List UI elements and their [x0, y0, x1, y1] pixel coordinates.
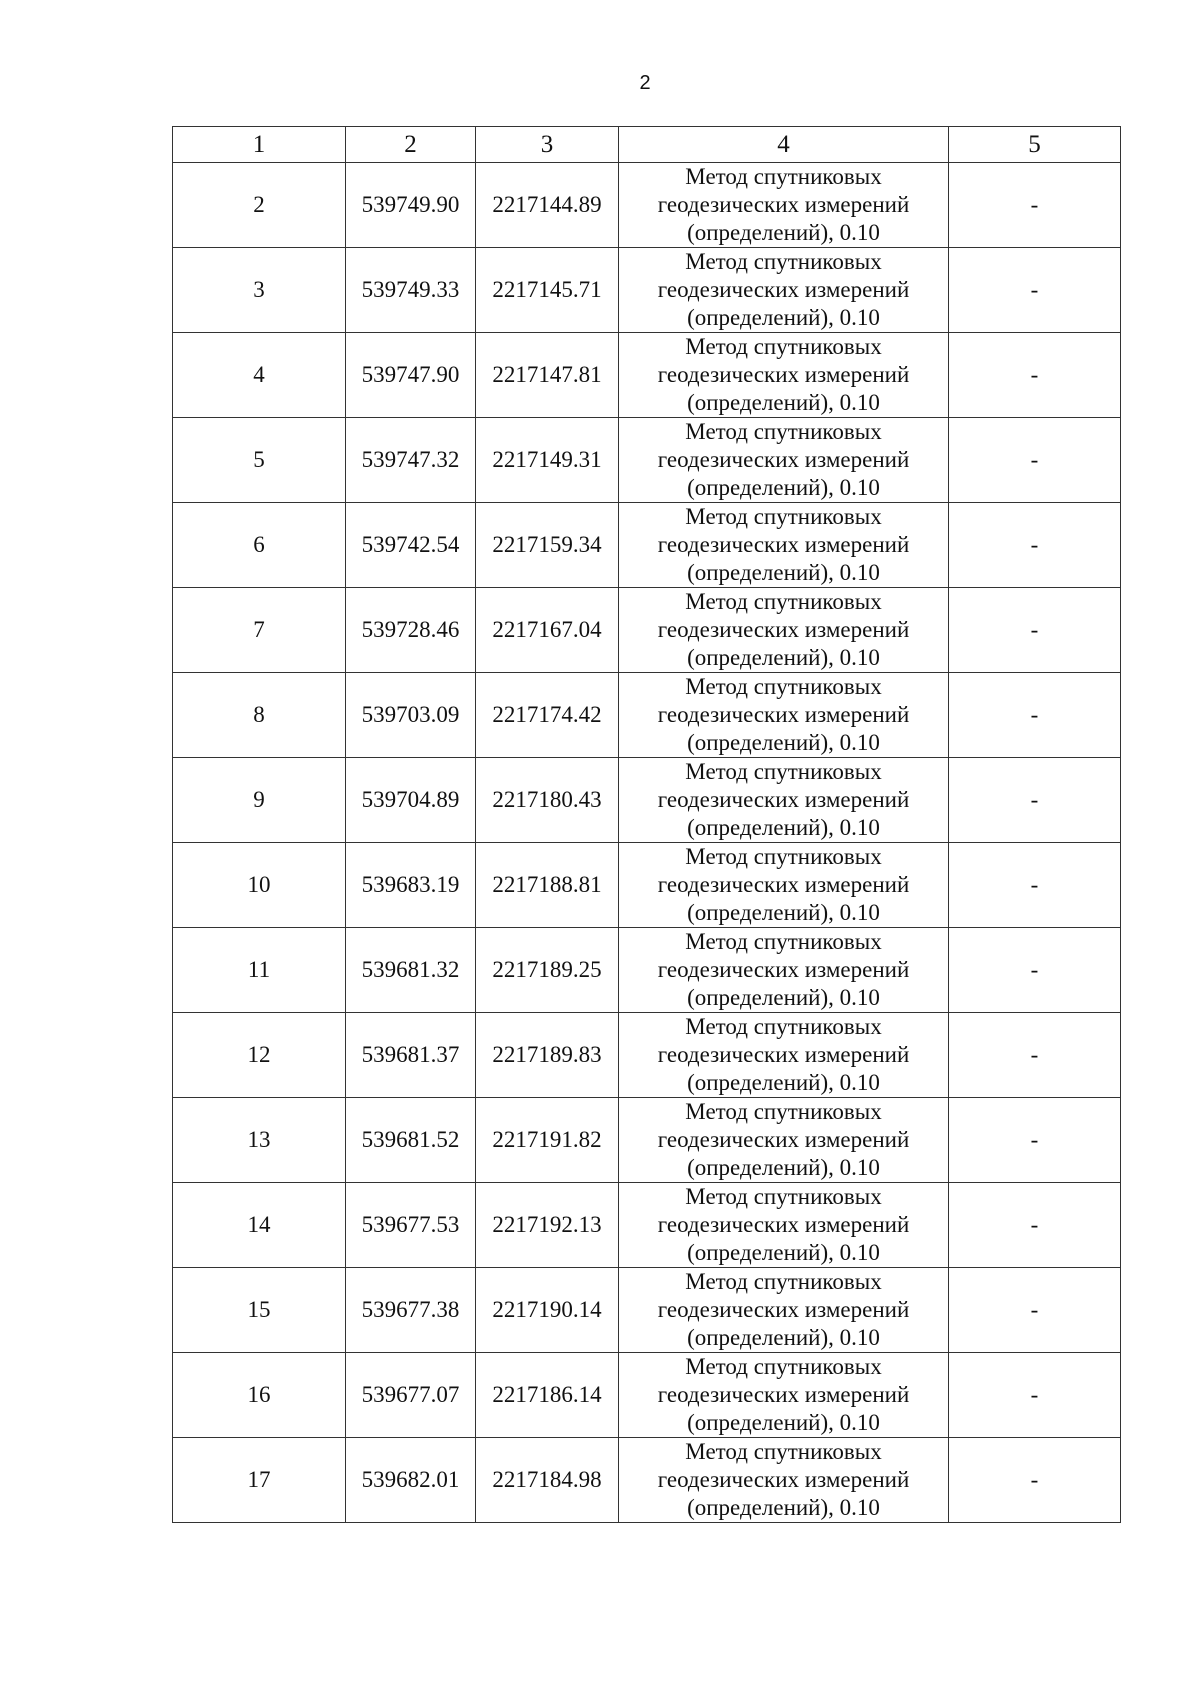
method-line: геодезических измерений — [657, 1042, 910, 1067]
method-line: (определений), 0.10 — [687, 985, 880, 1010]
method-cell — [619, 1183, 949, 1268]
method-line: (определений), 0.10 — [687, 305, 880, 330]
method-line: (определений), 0.10 — [687, 390, 880, 415]
x-coordinate-cell: 539747.32 — [346, 418, 476, 503]
method-line: Метод спутниковых — [685, 1099, 882, 1124]
point-number-cell: 17 — [173, 1438, 346, 1523]
method-cell — [619, 588, 949, 673]
x-coordinate-cell: 539677.07 — [346, 1353, 476, 1438]
y-coordinate-cell: 2217167.04 — [476, 588, 619, 673]
point-number-cell: 13 — [173, 1098, 346, 1183]
x-coordinate-cell: 539677.53 — [346, 1183, 476, 1268]
method-cell — [619, 248, 949, 333]
y-coordinate-cell: 2217159.34 — [476, 503, 619, 588]
page-number: 2 — [639, 72, 651, 94]
table-header — [173, 127, 1121, 163]
note-cell: - — [949, 673, 1121, 758]
method-line: Метод спутниковых — [685, 1354, 882, 1379]
point-number-cell: 11 — [173, 928, 346, 1013]
note-cell: - — [949, 1013, 1121, 1098]
x-coordinate-cell: 539683.19 — [346, 843, 476, 928]
note-cell: - — [949, 1098, 1121, 1183]
point-number-cell: 14 — [173, 1183, 346, 1268]
method-cell — [619, 1353, 949, 1438]
point-number-cell: 6 — [173, 503, 346, 588]
table-row — [173, 673, 1121, 758]
method-line: Метод спутниковых — [685, 759, 882, 784]
header-col-3: 3 — [476, 127, 619, 163]
method-cell — [619, 673, 949, 758]
method-line: (определений), 0.10 — [687, 1155, 880, 1180]
table-row — [173, 1013, 1121, 1098]
note-cell: - — [949, 758, 1121, 843]
y-coordinate-cell: 2217144.89 — [476, 163, 619, 248]
method-line: геодезических измерений — [657, 447, 910, 472]
x-coordinate-cell: 539749.90 — [346, 163, 476, 248]
method-line: геодезических измерений — [657, 192, 910, 217]
note-cell: - — [949, 248, 1121, 333]
method-line: (определений), 0.10 — [687, 475, 880, 500]
table-body — [173, 163, 1121, 1523]
coordinates-table — [172, 126, 1121, 1523]
method-cell — [619, 503, 949, 588]
y-coordinate-cell: 2217145.71 — [476, 248, 619, 333]
method-cell — [619, 333, 949, 418]
x-coordinate-cell: 539704.89 — [346, 758, 476, 843]
y-coordinate-cell: 2217192.13 — [476, 1183, 619, 1268]
point-number-cell: 16 — [173, 1353, 346, 1438]
method-cell — [619, 928, 949, 1013]
method-cell — [619, 1268, 949, 1353]
x-coordinate-cell: 539681.52 — [346, 1098, 476, 1183]
method-cell — [619, 843, 949, 928]
method-cell — [619, 1013, 949, 1098]
method-line: Метод спутниковых — [685, 1014, 882, 1039]
y-coordinate-cell: 2217190.14 — [476, 1268, 619, 1353]
point-number-cell: 8 — [173, 673, 346, 758]
method-line: Метод спутниковых — [685, 334, 882, 359]
method-line: геодезических измерений — [657, 1467, 910, 1492]
method-line: геодезических измерений — [657, 617, 910, 642]
y-coordinate-cell: 2217184.98 — [476, 1438, 619, 1523]
method-line: (определений), 0.10 — [687, 1495, 880, 1520]
x-coordinate-cell: 539681.37 — [346, 1013, 476, 1098]
note-cell: - — [949, 163, 1121, 248]
header-col-5: 5 — [949, 127, 1121, 163]
point-number-cell: 2 — [173, 163, 346, 248]
method-line: геодезических измерений — [657, 702, 910, 727]
x-coordinate-cell: 539747.90 — [346, 333, 476, 418]
method-line: Метод спутниковых — [685, 249, 882, 274]
table-row — [173, 928, 1121, 1013]
method-line: Метод спутниковых — [685, 1439, 882, 1464]
method-line: геодезических измерений — [657, 787, 910, 812]
table-row — [173, 1438, 1121, 1523]
table-row — [173, 1353, 1121, 1438]
method-line: геодезических измерений — [657, 362, 910, 387]
table-row — [173, 1183, 1121, 1268]
method-cell — [619, 163, 949, 248]
method-cell — [619, 1098, 949, 1183]
method-line: геодезических измерений — [657, 1127, 910, 1152]
method-line: геодезических измерений — [657, 277, 910, 302]
method-line: геодезических измерений — [657, 1212, 910, 1237]
y-coordinate-cell: 2217191.82 — [476, 1098, 619, 1183]
method-line: Метод спутниковых — [685, 929, 882, 954]
method-line: (определений), 0.10 — [687, 1070, 880, 1095]
note-cell: - — [949, 418, 1121, 503]
table-row — [173, 843, 1121, 928]
table-row — [173, 1098, 1121, 1183]
y-coordinate-cell: 2217189.25 — [476, 928, 619, 1013]
method-line: Метод спутниковых — [685, 674, 882, 699]
y-coordinate-cell: 2217174.42 — [476, 673, 619, 758]
note-cell: - — [949, 843, 1121, 928]
point-number-cell: 9 — [173, 758, 346, 843]
note-cell: - — [949, 588, 1121, 673]
method-line: (определений), 0.10 — [687, 1325, 880, 1350]
header-col-1: 1 — [173, 127, 346, 163]
table-row — [173, 333, 1121, 418]
note-cell: - — [949, 333, 1121, 418]
point-number-cell: 15 — [173, 1268, 346, 1353]
note-cell: - — [949, 1183, 1121, 1268]
note-cell: - — [949, 1268, 1121, 1353]
method-line: Метод спутниковых — [685, 164, 882, 189]
note-cell: - — [949, 1438, 1121, 1523]
table-row — [173, 1268, 1121, 1353]
table-row — [173, 418, 1121, 503]
x-coordinate-cell: 539703.09 — [346, 673, 476, 758]
method-line: геодезических измерений — [657, 872, 910, 897]
y-coordinate-cell: 2217149.31 — [476, 418, 619, 503]
method-line: Метод спутниковых — [685, 1184, 882, 1209]
method-line: Метод спутниковых — [685, 504, 882, 529]
point-number-cell: 3 — [173, 248, 346, 333]
point-number-cell: 12 — [173, 1013, 346, 1098]
y-coordinate-cell: 2217189.83 — [476, 1013, 619, 1098]
method-line: (определений), 0.10 — [687, 1410, 880, 1435]
method-line: (определений), 0.10 — [687, 815, 880, 840]
method-line: (определений), 0.10 — [687, 1240, 880, 1265]
header-col-2: 2 — [346, 127, 476, 163]
method-line: Метод спутниковых — [685, 419, 882, 444]
method-cell — [619, 418, 949, 503]
method-cell — [619, 758, 949, 843]
x-coordinate-cell: 539681.32 — [346, 928, 476, 1013]
y-coordinate-cell: 2217180.43 — [476, 758, 619, 843]
method-line: (определений), 0.10 — [687, 645, 880, 670]
point-number-cell: 10 — [173, 843, 346, 928]
y-coordinate-cell: 2217188.81 — [476, 843, 619, 928]
x-coordinate-cell: 539742.54 — [346, 503, 476, 588]
point-number-cell: 7 — [173, 588, 346, 673]
note-cell: - — [949, 503, 1121, 588]
note-cell: - — [949, 928, 1121, 1013]
x-coordinate-cell: 539677.38 — [346, 1268, 476, 1353]
table-row — [173, 503, 1121, 588]
method-line: геодезических измерений — [657, 1382, 910, 1407]
table-row — [173, 163, 1121, 248]
x-coordinate-cell: 539728.46 — [346, 588, 476, 673]
method-line: Метод спутниковых — [685, 1269, 882, 1294]
y-coordinate-cell: 2217186.14 — [476, 1353, 619, 1438]
method-line: (определений), 0.10 — [687, 900, 880, 925]
method-line: геодезических измерений — [657, 1297, 910, 1322]
method-line: Метод спутниковых — [685, 844, 882, 869]
header-row — [173, 127, 1121, 163]
method-line: Метод спутниковых — [685, 589, 882, 614]
header-col-4: 4 — [619, 127, 949, 163]
note-cell: - — [949, 1353, 1121, 1438]
method-line: (определений), 0.10 — [687, 730, 880, 755]
point-number-cell: 4 — [173, 333, 346, 418]
y-coordinate-cell: 2217147.81 — [476, 333, 619, 418]
method-cell — [619, 1438, 949, 1523]
table-row — [173, 248, 1121, 333]
x-coordinate-cell: 539682.01 — [346, 1438, 476, 1523]
table-row — [173, 758, 1121, 843]
method-line: геодезических измерений — [657, 957, 910, 982]
method-line: (определений), 0.10 — [687, 220, 880, 245]
table-row — [173, 588, 1121, 673]
method-line: геодезических измерений — [657, 532, 910, 557]
x-coordinate-cell: 539749.33 — [346, 248, 476, 333]
point-number-cell: 5 — [173, 418, 346, 503]
method-line: (определений), 0.10 — [687, 560, 880, 585]
